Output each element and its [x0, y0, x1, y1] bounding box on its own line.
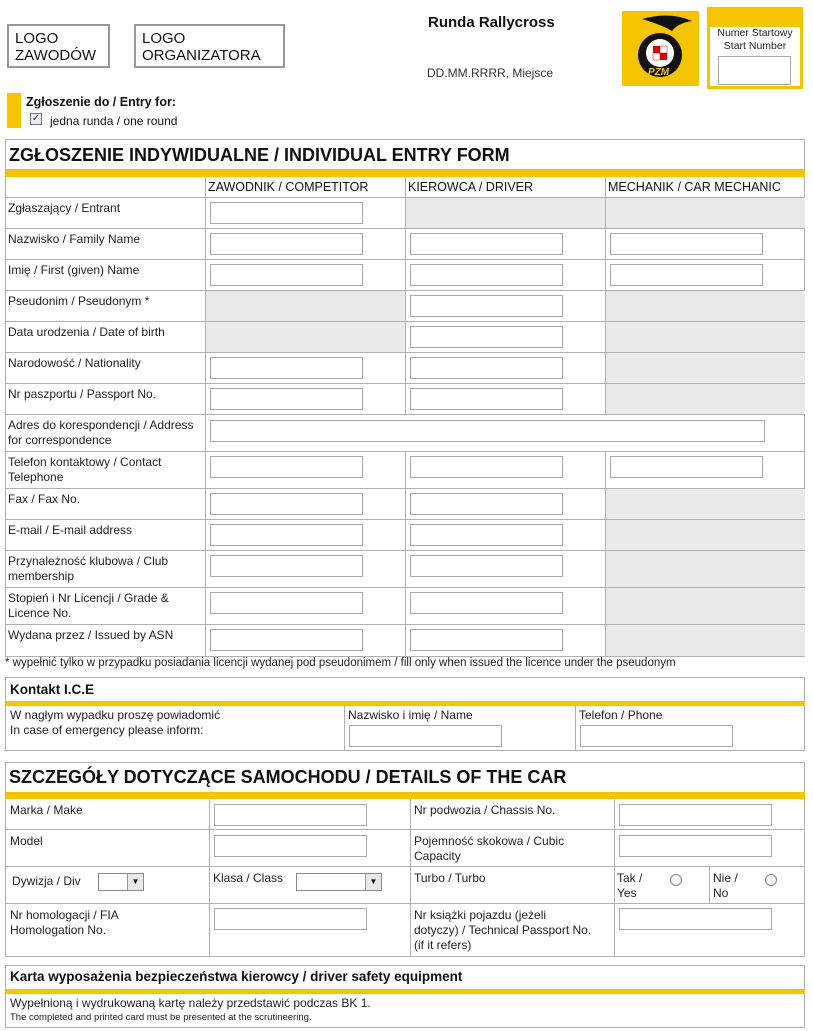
competitor-issued-by-input[interactable] [210, 629, 363, 651]
car-bar [6, 792, 805, 799]
turbo-no-radio[interactable] [765, 874, 777, 886]
row-label-family-name: Nazwisko / Family Name [8, 232, 141, 246]
grey-cell [606, 198, 805, 228]
safety-title-rest: driver safety equipment [310, 969, 463, 984]
entry-for-accent [7, 93, 21, 128]
competitor-club-input[interactable] [210, 555, 363, 577]
address-input[interactable] [210, 420, 765, 442]
row-label-telephone: Telefon kontaktowy / Contact Telephone [8, 455, 162, 484]
row-label-email: E-mail / E-mail address [8, 523, 133, 537]
safety-instruction-pl: Wypełnioną i wydrukowaną kartę należy przedstawić podczas BK 1. [10, 996, 371, 1010]
ice-phone-input[interactable] [580, 725, 733, 747]
division-label: Dywizja / Div [12, 874, 81, 888]
division-select[interactable] [98, 873, 144, 891]
row-label-entrant: Zgłaszający / Entrant [8, 201, 121, 215]
driver-telephone-input[interactable] [410, 456, 563, 478]
competitor-passport-input[interactable] [210, 388, 363, 410]
logo-event: LOGO ZAWODÓW [7, 24, 110, 68]
ice-inform-label: W nagłym wypadku proszę powiadomić In case of emergency please inform: [10, 708, 221, 737]
ice-bar [6, 701, 805, 706]
ice-name-label: Nazwisko i imię / Name [348, 708, 473, 722]
competitor-email-input[interactable] [210, 524, 363, 546]
chevron-down-icon: ▼ [127, 874, 143, 890]
technical-passport-input[interactable] [619, 908, 772, 930]
row-label-issued-by: Wydana przez / Issued by ASN [8, 628, 174, 642]
row-label-first-name: Imię / First (given) Name [8, 263, 140, 277]
safety-title [10, 969, 462, 984]
homologation-input[interactable] [214, 908, 367, 930]
turbo-yes-label: Tak / Yes [617, 871, 643, 900]
competitor-family-name-input[interactable] [210, 233, 363, 255]
row-label-birth-date: Data urodzenia / Date of birth [8, 325, 165, 339]
row-label-passport: Nr paszportu / Passport No. [8, 387, 157, 401]
driver-licence-input[interactable] [410, 592, 563, 614]
safety-bar [6, 989, 805, 994]
class-select[interactable] [296, 873, 382, 891]
driver-nationality-input[interactable] [410, 357, 563, 379]
class-label: Klasa / Class [213, 871, 284, 885]
competitor-telephone-input[interactable] [210, 456, 363, 478]
driver-issued-by-input[interactable] [410, 629, 563, 651]
column-header-driver: KIEROWCA / DRIVER [408, 180, 534, 194]
competitor-nationality-input[interactable] [210, 357, 363, 379]
individual-form-bar [6, 169, 805, 177]
driver-fax-input[interactable] [410, 493, 563, 515]
mechanic-first-name-input[interactable] [610, 264, 763, 286]
driver-pseudonym-input[interactable] [410, 295, 563, 317]
driver-passport-input[interactable] [410, 388, 563, 410]
row-label-fax: Fax / Fax No. [8, 492, 81, 506]
start-number-label: Numer Startowy Start Number [717, 27, 793, 52]
row-label-nationality: Narodowość / Nationality [8, 356, 141, 370]
ice-name-input[interactable] [349, 725, 502, 747]
driver-birth-date-input[interactable] [410, 326, 563, 348]
column-header-competitor: ZAWODNIK / COMPETITOR [208, 180, 369, 194]
event-title: Runda Rallycross [428, 14, 555, 31]
make-label: Marka / Make [10, 803, 83, 817]
chassis-input[interactable] [619, 804, 772, 826]
capacity-label: Pojemność skokowa / Cubic Capacity [414, 834, 565, 863]
competitor-entrant-input[interactable] [210, 202, 363, 224]
individual-form-title: ZGŁOSZENIE INDYWIDUALNE / INDIVIDUAL ENTRY FORM [9, 145, 510, 165]
entry-for-label: Zgłoszenie do / Entry for: [26, 95, 177, 109]
car-title: SZCZEGÓŁY DOTYCZĄCE SAMOCHODU / DETAILS OF THE CAR [9, 767, 567, 787]
column-header-mechanic: MECHANIK / CAR MECHANIC [608, 180, 781, 194]
driver-club-input[interactable] [410, 555, 563, 577]
event-date-place: DD.MM.RRRR, Miejsce [427, 66, 553, 80]
safety-instruction-en: The completed and printed card must be presented at the scrutineering. [10, 1012, 312, 1023]
technical-passport-label: Nr książki pojazdu (jeżeli dotyczy) / Technical Passport No. (if it refers) [414, 908, 592, 952]
row-label-pseudonym: Pseudonim / Pseudonym * [8, 294, 150, 308]
mechanic-telephone-input[interactable] [610, 456, 763, 478]
chevron-down-icon: ▼ [365, 874, 381, 890]
driver-family-name-input[interactable] [410, 233, 563, 255]
model-label: Model [10, 834, 43, 848]
pzm-logo [622, 11, 699, 86]
make-input[interactable] [214, 804, 367, 826]
ice-title: Kontakt I.C.E [10, 682, 95, 697]
row-label-club: Przynależność klubowa / Club membership [8, 554, 169, 583]
homologation-label: Nr homologacji / FIA Homologation No. [10, 908, 119, 937]
grey-cell [606, 489, 805, 656]
one-round-checkbox[interactable]: ✓ [31, 113, 41, 124]
one-round-label: jedna runda / one round [50, 114, 178, 128]
chassis-label: Nr podwozia / Chassis No. [414, 803, 556, 817]
competitor-licence-input[interactable] [210, 592, 363, 614]
competitor-first-name-input[interactable] [210, 264, 363, 286]
row-label-address: Adres do korespondencji / Address for correspondence [8, 418, 194, 447]
driver-email-input[interactable] [410, 524, 563, 546]
row-label-licence: Stopień i Nr Licencji / Grade & Licence No. [8, 591, 169, 620]
start-number-input[interactable] [718, 56, 791, 85]
turbo-label: Turbo / Turbo [414, 871, 486, 885]
competitor-fax-input[interactable] [210, 493, 363, 515]
grey-cell [406, 198, 605, 228]
pzm-logo-text: PZM [648, 67, 670, 78]
turbo-yes-radio[interactable] [670, 874, 682, 886]
ice-phone-label: Telefon / Phone [579, 708, 663, 722]
model-input[interactable] [214, 835, 367, 857]
capacity-input[interactable] [619, 835, 772, 857]
safety-title-bold: Karta wyposażenia bezpieczeństwa kierowcy / [10, 969, 311, 984]
driver-first-name-input[interactable] [410, 264, 563, 286]
logo-organizer: LOGO ORGANIZATORA [134, 24, 285, 68]
turbo-no-label: Nie / No [713, 871, 738, 900]
mechanic-family-name-input[interactable] [610, 233, 763, 255]
pseudonym-footnote: * wypełnić tylko w przypadku posiadania licencji wydanej pod pseudonimem / fill only when issued the licence under the pseudonym [5, 657, 676, 669]
